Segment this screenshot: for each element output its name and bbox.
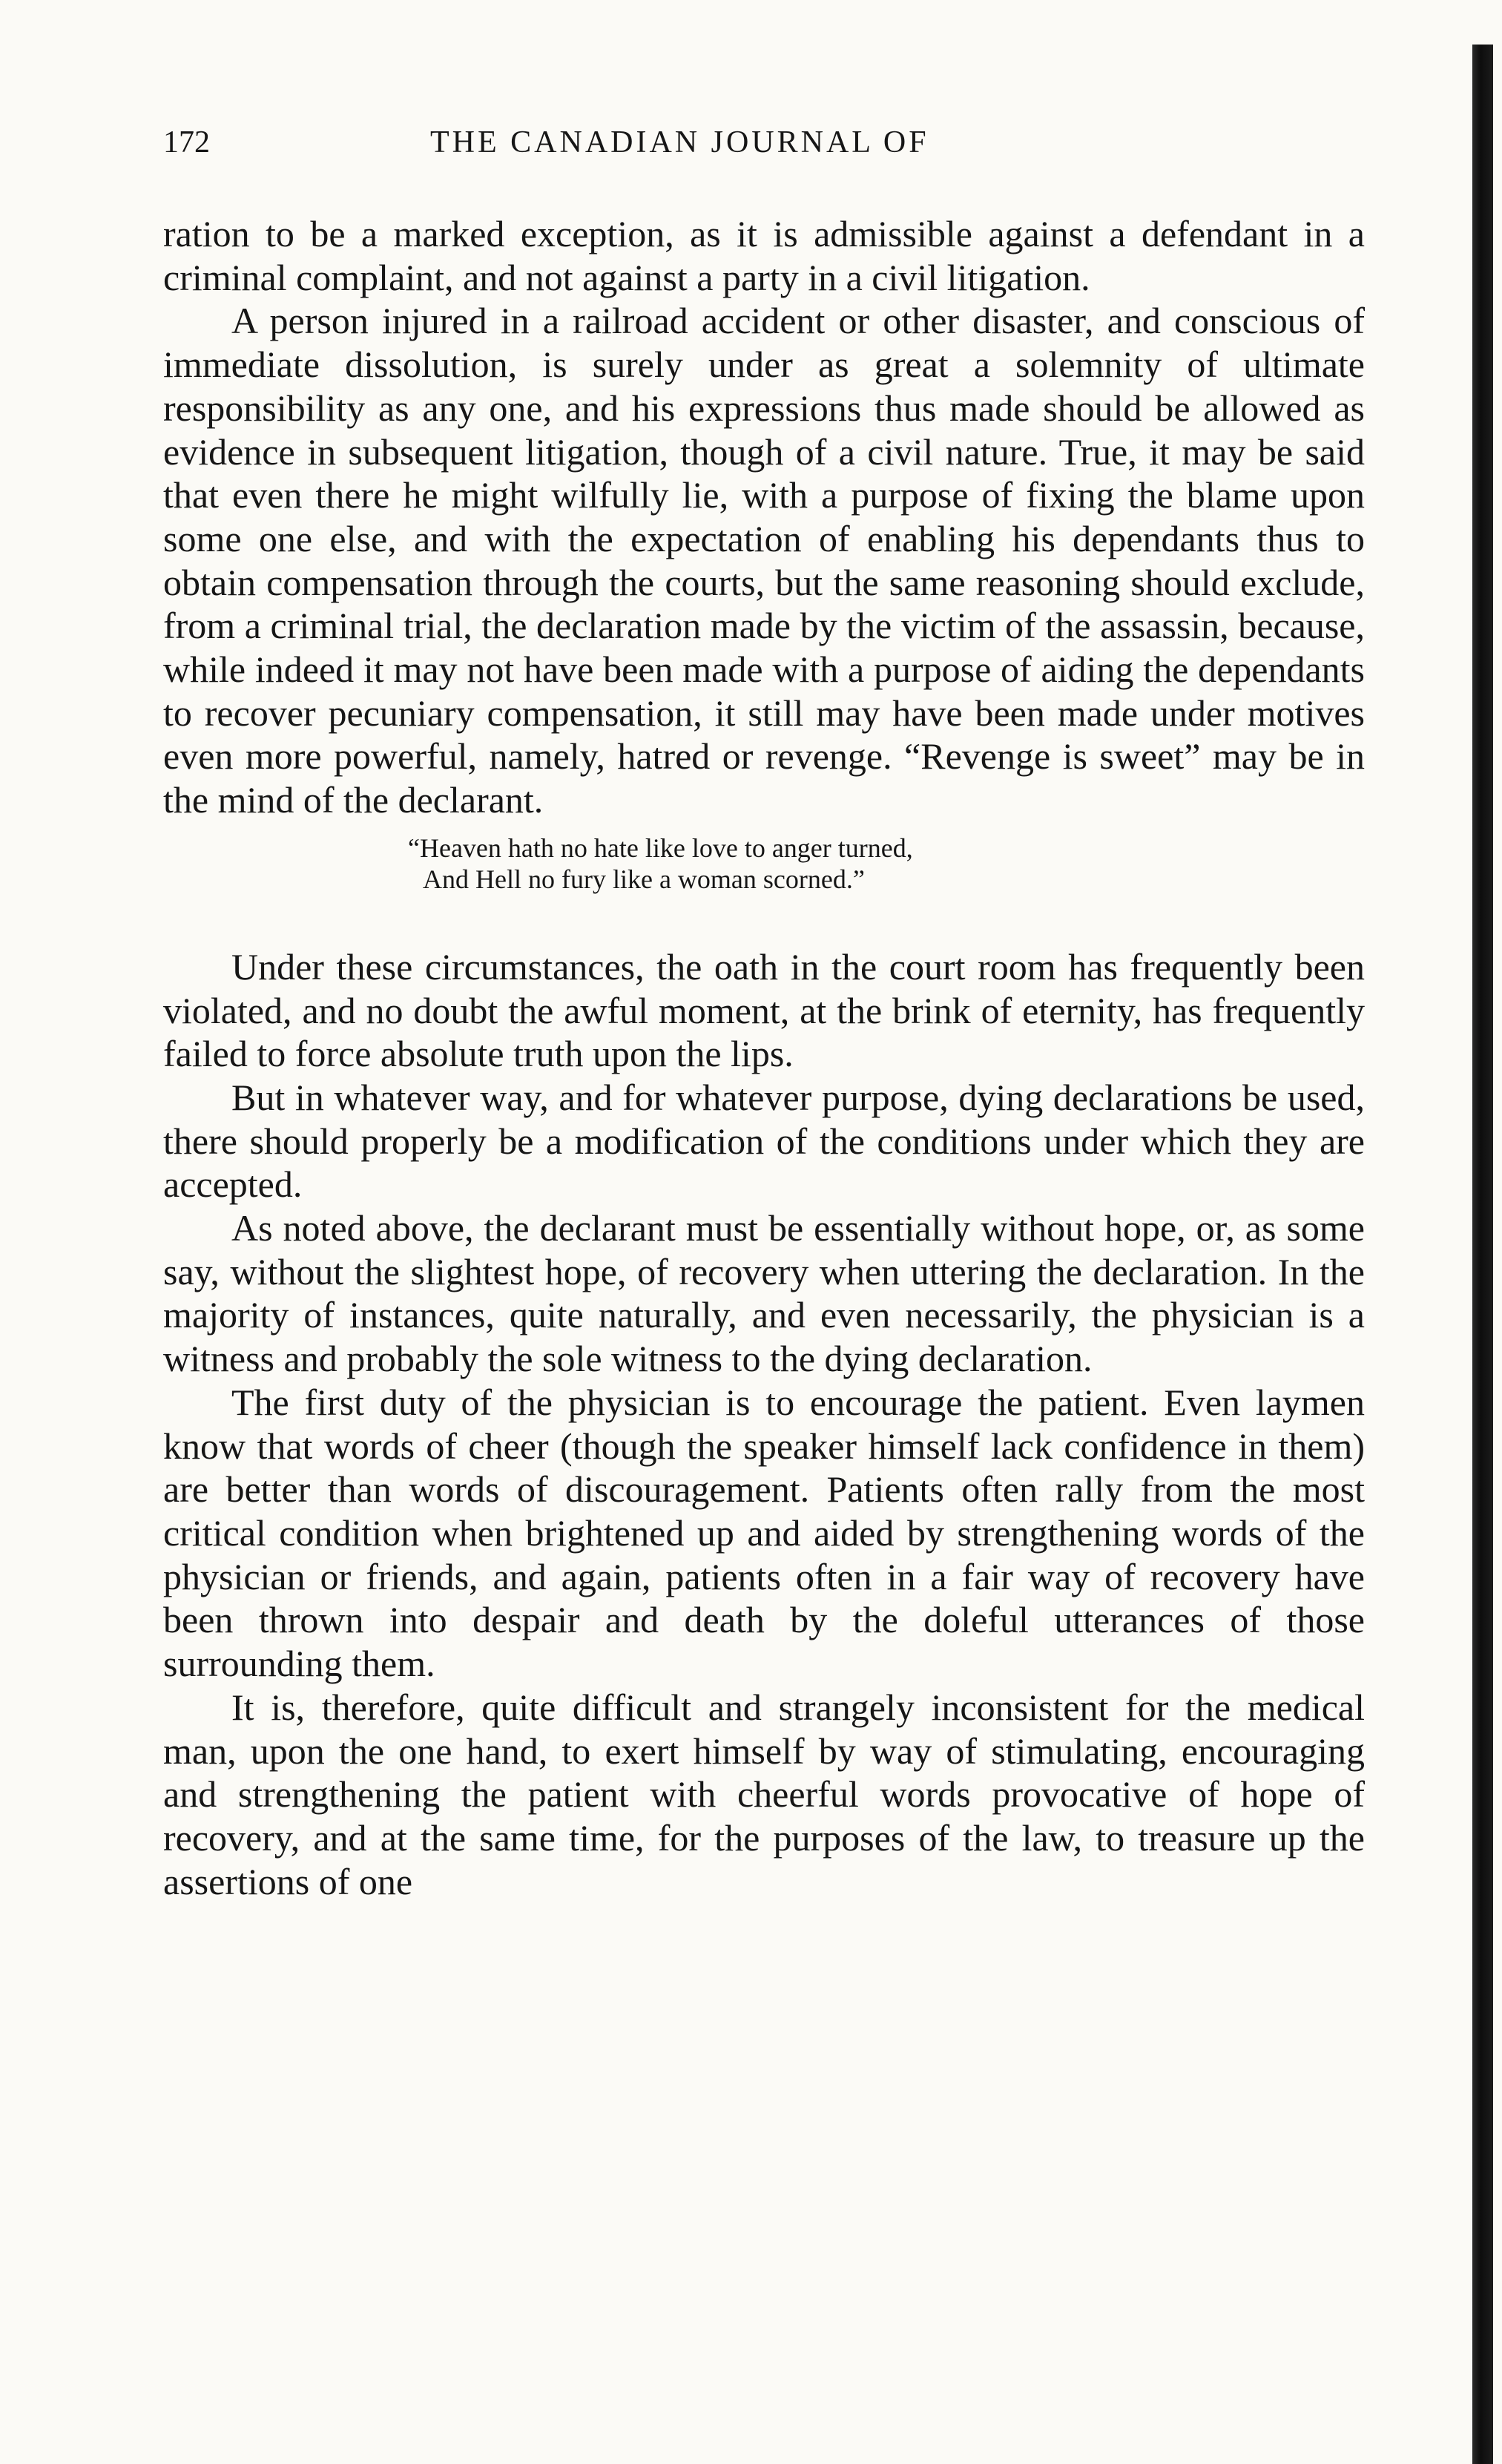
section-gap [163,910,1365,945]
paragraph-3: Under these circumstances, the oath in the court room has frequently been violated, and no doubt the awful moment, at the brink of eternity, has frequently failed to force absolute truth upon the lips. [163,945,1365,1075]
verse-line-2: And Hell no fury like a woman scorned.” [423,864,865,894]
page-number: 172 [163,125,210,160]
article-body [163,212,1365,1903]
page-header [163,125,1368,169]
paragraph-1: ration to be a marked exception, as it is admissible against a defendant in a criminal complaint, and not against a party in a civil litigation. [163,213,1365,298]
page-binding-edge [1472,45,1493,2464]
paragraph-7: It is, therefore, quite difficult and strangely inconsistent for the medical man, upon the one hand, to exert himself by way of stimulating, encouraging and strengthening the patient with cheerful words provocative of hope of recovery, and at the same time, for the purposes of the law, to treasure up the assertions of one [163,1686,1365,1902]
verse-quotation [163,832,1365,895]
paragraph-6: The first duty of the physician is to encourage the patient. Even laymen know that words of cheer (though the speaker himself lack confidence in them) are better than words of discouragement. Patients often rally from the most critical condition when brightened up and aided by strengthening words of the physician or friends, and again, patients often in a fair way of recovery have been thrown into despair and death by the doleful utterances of those surrounding them. [163,1381,1365,1685]
paragraph-5: As noted above, the declarant must be essentially without hope, or, as some say, without the slightest hope, of recovery when uttering the declaration. In the majority of instances, quite naturally, and even necessarily, the physician is a witness and probably the sole witness to the dying declaration. [163,1207,1365,1380]
paragraph-4: But in whatever way, and for whatever purpose, dying declarations be used, there should properly be a modification of the conditions under which they are accepted. [163,1076,1365,1206]
paragraph-2: A person injured in a railroad accident or other disaster, and conscious of immediate dissolution, is surely under as great a solemnity of ultimate responsibility as any one, and his expressions thus made should be allowed as evidence in subsequent litigation, though of a civil nature. True, it may be said that even there he might wilfully lie, with a purpose of fixing the blame upon some one else, and with the expectation of enabling his dependants thus to obtain compensation through the courts, but the same reasoning should exclude, from a criminal trial, the declaration made by the victim of the assassin, because, while indeed it may not have been made with a purpose of aiding the dependants to recover pecuniary compensation, it still may have been made under motives even more powerful, namely, hatred or revenge. “Revenge is sweet” may be in the mind of the declarant. [163,300,1365,821]
running-head: THE CANADIAN JOURNAL OF [430,125,929,160]
verse-line-1: “Heaven hath no hate like love to anger turned, [408,832,913,863]
